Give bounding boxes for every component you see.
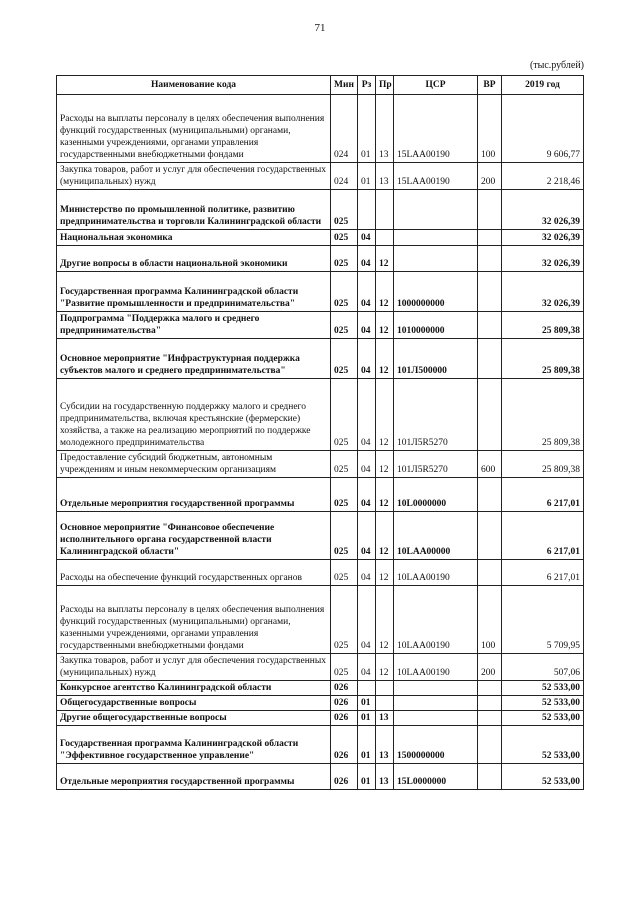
cell-amount: 52 533,00: [502, 696, 584, 711]
cell-csr: [394, 246, 478, 272]
cell-vr: 100: [478, 95, 502, 163]
cell-amount: 52 533,00: [502, 681, 584, 696]
table-row: [57, 451, 584, 478]
table-row: [57, 95, 584, 163]
cell-min: 025: [331, 339, 358, 379]
cell-vr: [478, 696, 502, 711]
cell-min: 025: [331, 654, 358, 681]
cell-rz: 01: [358, 696, 376, 711]
cell-csr: 1500000000: [394, 726, 478, 764]
cell-rz: 04: [358, 230, 376, 246]
cell-amount: 6 217,01: [502, 560, 584, 586]
header-csr: ЦСР: [394, 76, 478, 95]
table-row: [57, 163, 584, 190]
cell-csr: 101Л5R5270: [394, 451, 478, 478]
cell-rz: 04: [358, 272, 376, 312]
cell-rz: 04: [358, 339, 376, 379]
table-row: [57, 379, 584, 451]
header-name: Наименование кода: [57, 76, 331, 95]
cell-min: 026: [331, 711, 358, 726]
cell-name: Расходы на выплаты персоналу в целях обеспечения выполнения функций государственных (муниципальными) органами, казенными учреждениями, органами управления государственными внебюджетными фондами: [57, 586, 331, 654]
cell-amount: 52 533,00: [502, 726, 584, 764]
header-amount: 2019 год: [502, 76, 584, 95]
cell-name: Отдельные мероприятия государственной программы: [57, 478, 331, 512]
cell-amount: 32 026,39: [502, 230, 584, 246]
cell-pr: 12: [376, 512, 394, 560]
cell-vr: [478, 246, 502, 272]
cell-amount: 32 026,39: [502, 190, 584, 230]
cell-name: Общегосударственные вопросы: [57, 696, 331, 711]
cell-pr: 12: [376, 654, 394, 681]
table-row: [57, 312, 584, 339]
cell-csr: 15LAA00190: [394, 163, 478, 190]
table-row: [57, 586, 584, 654]
table-row: [57, 726, 584, 764]
cell-csr: 15LAA00190: [394, 95, 478, 163]
header-rz: Рз: [358, 76, 376, 95]
cell-amount: 32 026,39: [502, 246, 584, 272]
cell-name: Основное мероприятие "Инфраструктурная поддержка субъектов малого и среднего предпринимательства": [57, 339, 331, 379]
cell-name: Подпрограмма "Поддержка малого и среднего предпринимательства": [57, 312, 331, 339]
cell-amount: 25 809,38: [502, 312, 584, 339]
table-row: [57, 246, 584, 272]
cell-min: 026: [331, 681, 358, 696]
cell-min: 025: [331, 246, 358, 272]
cell-csr: [394, 230, 478, 246]
cell-amount: 52 533,00: [502, 711, 584, 726]
cell-pr: 13: [376, 726, 394, 764]
cell-pr: 12: [376, 478, 394, 512]
cell-rz: 04: [358, 512, 376, 560]
cell-pr: 12: [376, 451, 394, 478]
cell-vr: [478, 230, 502, 246]
cell-min: 025: [331, 512, 358, 560]
cell-csr: [394, 681, 478, 696]
cell-min: 024: [331, 163, 358, 190]
cell-min: 025: [331, 586, 358, 654]
cell-pr: 12: [376, 560, 394, 586]
cell-min: 025: [331, 451, 358, 478]
cell-name: Расходы на выплаты персоналу в целях обеспечения выполнения функций государственных (муниципальными) органами, казенными учреждениями, органами управления государственными внебюджетными фондами: [57, 95, 331, 163]
cell-rz: 04: [358, 312, 376, 339]
cell-min: 025: [331, 379, 358, 451]
cell-rz: 01: [358, 726, 376, 764]
cell-amount: 5 709,95: [502, 586, 584, 654]
cell-vr: [478, 312, 502, 339]
cell-vr: 100: [478, 586, 502, 654]
cell-min: 025: [331, 560, 358, 586]
cell-csr: 10L0000000: [394, 478, 478, 512]
cell-pr: [376, 696, 394, 711]
cell-name: Другие общегосударственные вопросы: [57, 711, 331, 726]
cell-pr: 12: [376, 246, 394, 272]
cell-name: Основное мероприятие "Финансовое обеспечение исполнительного органа государственной власти Калининградской области": [57, 512, 331, 560]
table-row: [57, 512, 584, 560]
cell-pr: 12: [376, 272, 394, 312]
cell-rz: 04: [358, 246, 376, 272]
cell-csr: 10LAA00190: [394, 560, 478, 586]
table-body: [57, 95, 584, 790]
cell-name: Государственная программа Калининградской области "Развитие промышленности и предпринимательства": [57, 272, 331, 312]
cell-pr: [376, 681, 394, 696]
cell-vr: [478, 726, 502, 764]
cell-csr: 15L0000000: [394, 764, 478, 790]
cell-min: 024: [331, 95, 358, 163]
table-row: [57, 230, 584, 246]
cell-vr: [478, 339, 502, 379]
table-header-row: [57, 76, 584, 95]
cell-name: Закупка товаров, работ и услуг для обеспечения государственных (муниципальных) нужд: [57, 163, 331, 190]
cell-vr: [478, 764, 502, 790]
table-row: [57, 654, 584, 681]
cell-vr: [478, 681, 502, 696]
cell-pr: 13: [376, 163, 394, 190]
cell-pr: 12: [376, 339, 394, 379]
cell-amount: 6 217,01: [502, 512, 584, 560]
cell-csr: 101Л5R5270: [394, 379, 478, 451]
cell-csr: 10LAA00000: [394, 512, 478, 560]
cell-pr: 12: [376, 312, 394, 339]
cell-amount: 9 606,77: [502, 95, 584, 163]
cell-name: Расходы на обеспечение функций государственных органов: [57, 560, 331, 586]
cell-name: Отдельные мероприятия государственной программы: [57, 764, 331, 790]
cell-name: Министерство по промышленной политике, развитию предпринимательства и торговли Калининградской области: [57, 190, 331, 230]
cell-csr: 10LAA00190: [394, 654, 478, 681]
cell-pr: 12: [376, 586, 394, 654]
cell-min: 026: [331, 726, 358, 764]
cell-vr: [478, 478, 502, 512]
table-row: [57, 696, 584, 711]
cell-csr: [394, 190, 478, 230]
cell-vr: [478, 190, 502, 230]
cell-vr: 600: [478, 451, 502, 478]
cell-pr: 13: [376, 711, 394, 726]
cell-csr: [394, 696, 478, 711]
units-label: (тыс.рублей): [529, 60, 584, 71]
cell-rz: 04: [358, 654, 376, 681]
cell-rz: [358, 681, 376, 696]
cell-name: Конкурсное агентство Калининградской области: [57, 681, 331, 696]
cell-rz: 01: [358, 711, 376, 726]
cell-name: Субсидии на государственную поддержку малого и среднего предпринимательства, включая крестьянские (фермерские) хозяйства, а также на реализацию мероприятий по поддержке молодежного предпринимательства: [57, 379, 331, 451]
cell-min: 025: [331, 272, 358, 312]
table-row: [57, 711, 584, 726]
cell-rz: 04: [358, 478, 376, 512]
cell-rz: 01: [358, 163, 376, 190]
page-number: 71: [314, 22, 326, 34]
cell-rz: 01: [358, 764, 376, 790]
cell-pr: [376, 190, 394, 230]
cell-name: Национальная экономика: [57, 230, 331, 246]
header-vr: ВР: [478, 76, 502, 95]
cell-amount: 25 809,38: [502, 379, 584, 451]
cell-vr: [478, 272, 502, 312]
cell-vr: [478, 560, 502, 586]
cell-amount: 6 217,01: [502, 478, 584, 512]
cell-csr: [394, 711, 478, 726]
cell-min: 026: [331, 764, 358, 790]
table-row: [57, 560, 584, 586]
header-min: Мин: [331, 76, 358, 95]
cell-min: 025: [331, 230, 358, 246]
cell-rz: 04: [358, 451, 376, 478]
cell-amount: 32 026,39: [502, 272, 584, 312]
cell-csr: 1000000000: [394, 272, 478, 312]
cell-rz: 01: [358, 95, 376, 163]
cell-name: Закупка товаров, работ и услуг для обеспечения государственных (муниципальных) нужд: [57, 654, 331, 681]
cell-vr: [478, 512, 502, 560]
cell-pr: [376, 230, 394, 246]
table-row: [57, 478, 584, 512]
cell-name: Государственная программа Калининградской области "Эффективное государственное управление": [57, 726, 331, 764]
cell-csr: 1010000000: [394, 312, 478, 339]
cell-pr: 12: [376, 379, 394, 451]
cell-min: 025: [331, 478, 358, 512]
cell-vr: 200: [478, 654, 502, 681]
cell-vr: [478, 379, 502, 451]
cell-name: Предоставление субсидий бюджетным, автономным учреждениям и иным некоммерческим организациям: [57, 451, 331, 478]
cell-name: Другие вопросы в области национальной экономики: [57, 246, 331, 272]
cell-amount: 2 218,46: [502, 163, 584, 190]
cell-vr: [478, 711, 502, 726]
cell-rz: [358, 190, 376, 230]
table-row: [57, 190, 584, 230]
cell-min: 025: [331, 190, 358, 230]
cell-rz: 04: [358, 560, 376, 586]
cell-rz: 04: [358, 379, 376, 451]
table-row: [57, 681, 584, 696]
cell-csr: 101Л500000: [394, 339, 478, 379]
cell-vr: 200: [478, 163, 502, 190]
cell-rz: 04: [358, 586, 376, 654]
header-pr: Пр: [376, 76, 394, 95]
cell-min: 026: [331, 696, 358, 711]
table-row: [57, 339, 584, 379]
budget-table: [56, 75, 584, 790]
cell-min: 025: [331, 312, 358, 339]
cell-amount: 25 809,38: [502, 451, 584, 478]
cell-csr: 10LAA00190: [394, 586, 478, 654]
cell-pr: 13: [376, 95, 394, 163]
cell-amount: 25 809,38: [502, 339, 584, 379]
cell-amount: 507,06: [502, 654, 584, 681]
cell-amount: 52 533,00: [502, 764, 584, 790]
cell-pr: 13: [376, 764, 394, 790]
table-row: [57, 272, 584, 312]
table-row: [57, 764, 584, 790]
